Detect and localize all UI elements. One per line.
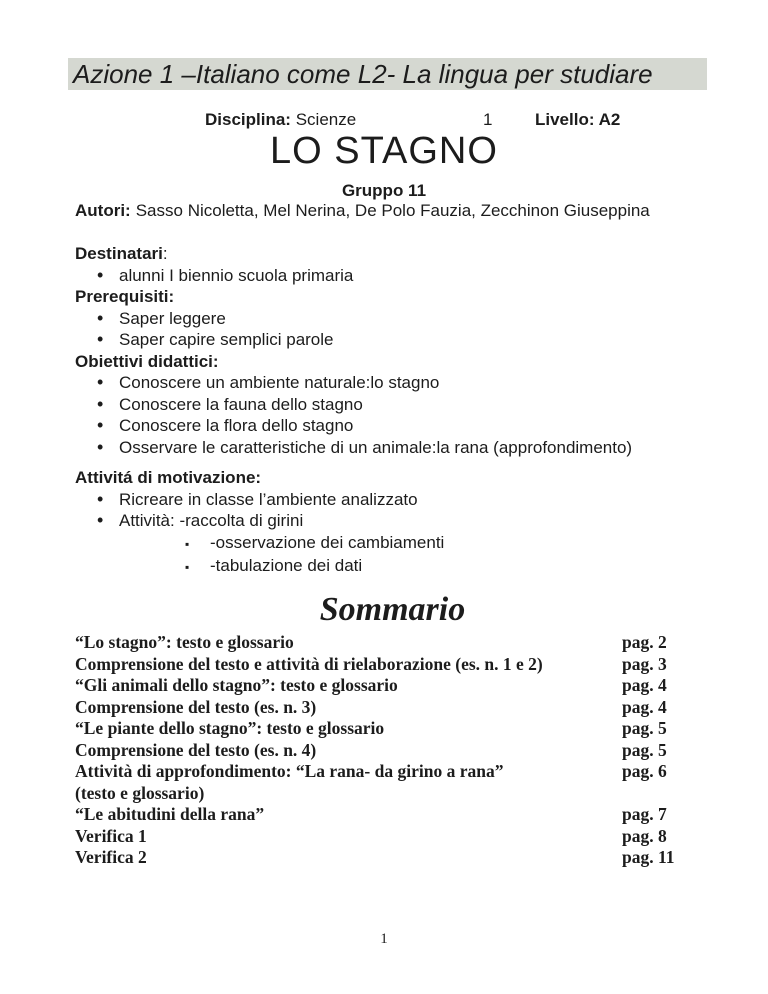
outline-line — [75, 243, 710, 265]
sommario-row-page — [622, 783, 710, 805]
bullet-icon — [97, 308, 119, 330]
outline-text-suffix: : — [162, 244, 168, 263]
bullet-icon — [97, 265, 119, 287]
bullet-icon — [97, 510, 119, 532]
sommario-row-page: pag. 2 — [622, 632, 667, 652]
outline-line — [75, 372, 710, 394]
outline-text: Ricreare in classe l’ambiente analizzato — [119, 489, 418, 509]
sommario-row — [75, 804, 710, 826]
authors-text: Sasso Nicoletta, Mel Nerina, De Polo Fauzia, Zecchinon Giuseppina — [135, 201, 650, 220]
sommario-row — [75, 697, 710, 719]
meta-number: 1 — [483, 110, 493, 129]
outline-line — [75, 555, 710, 579]
sommario-title: Sommario — [319, 591, 466, 628]
sommario-row — [75, 654, 710, 676]
outline-text: -osservazione dei cambiamenti — [210, 532, 445, 552]
banner-title: Azione 1 –Italiano come L2- La lingua per studiare — [73, 59, 653, 89]
sommario-row — [75, 718, 710, 740]
sommario-row-label: Verifica 2 — [75, 847, 147, 867]
sommario-row-label: “Gli animali dello stagno”: testo e glossario — [75, 675, 398, 695]
sommario-row-label: Attività di approfondimento: “La rana- da girino a rana” — [75, 761, 504, 781]
livello-value: A2 — [598, 110, 621, 129]
outline-text: Obiettivi didattici: — [75, 351, 219, 371]
outline-line — [75, 394, 710, 416]
outline-line — [75, 437, 710, 459]
outline-line — [75, 329, 710, 351]
sommario-row-page: pag. 5 — [622, 718, 667, 738]
sommario-row-page: pag. 7 — [622, 804, 667, 824]
outline-text: Saper leggere — [119, 308, 226, 328]
group-title: Gruppo 11 — [341, 181, 427, 200]
outline-line — [75, 308, 710, 330]
sommario-row-label: “Le abitudini della rana” — [75, 804, 265, 824]
sommario-row-page: pag. 6 — [622, 761, 667, 781]
outline-text: -tabulazione dei dati — [210, 556, 363, 575]
page-number: 1 — [380, 931, 388, 947]
sommario-section — [75, 591, 710, 869]
sommario-row-label: “Le piante dello stagno”: testo e glossario — [75, 718, 385, 738]
bullet-icon — [97, 372, 119, 394]
outline-text: Conoscere la fauna dello stagno — [119, 394, 363, 414]
outline-text: Osservare le caratteristiche di un animale:la rana (approfondimento) — [119, 437, 633, 457]
sommario-list — [75, 632, 710, 869]
outline-line — [75, 467, 710, 489]
bullet-icon — [185, 555, 210, 579]
sommario-row — [75, 675, 710, 697]
outline-text: Conoscere la flora dello stagno — [119, 416, 354, 435]
page-title: LO STAGNO — [270, 130, 498, 172]
bullet-icon — [97, 394, 119, 416]
outline-line — [75, 415, 710, 437]
outline-text: Attivitá di motivazione: — [75, 468, 262, 487]
sommario-row — [75, 783, 710, 805]
sommario-row-label: Comprensione del testo (es. n. 4) — [75, 739, 317, 760]
outline-line — [75, 489, 710, 511]
outline-text: Conoscere un ambiente naturale:lo stagno — [119, 373, 440, 392]
sommario-row-page: pag. 3 — [622, 653, 667, 674]
sommario-row-page: pag. 4 — [622, 696, 667, 717]
bullet-icon — [185, 532, 210, 556]
outline-line — [75, 510, 710, 532]
sommario-row-page: pag. 5 — [622, 739, 667, 760]
sommario-row — [75, 632, 710, 654]
sommario-row-label: (testo e glossario) — [75, 782, 205, 803]
bullet-icon — [97, 415, 119, 437]
disciplina-label: Disciplina: — [205, 110, 291, 129]
document-banner — [68, 58, 707, 90]
sommario-row-label: “Lo stagno”: testo e glossario — [75, 632, 294, 652]
livello-field — [535, 110, 620, 130]
sommario-row-label: Comprensione del testo (es. n. 3) — [75, 696, 317, 717]
disciplina-value: Scienze — [295, 110, 357, 129]
outline-line — [75, 532, 710, 556]
outline-line — [75, 286, 710, 308]
bullet-icon — [97, 329, 119, 351]
disciplina-field — [205, 110, 356, 130]
sommario-row — [75, 826, 710, 848]
bullet-icon — [97, 489, 119, 511]
sommario-row — [75, 761, 710, 783]
outline-line — [75, 351, 710, 373]
sommario-row-page: pag. 11 — [622, 847, 675, 867]
authors-line — [75, 200, 710, 222]
document-body — [75, 200, 710, 579]
outline-text: Destinatari — [75, 244, 163, 263]
sommario-row-label: Comprensione del testo e attività di rielaborazione (es. n. 1 e 2) — [75, 653, 543, 674]
outline-list — [75, 243, 710, 579]
bullet-icon — [97, 437, 119, 459]
outline-text: alunni I biennio scuola primaria — [119, 265, 354, 285]
outline-line — [75, 265, 710, 287]
outline-text: Prerequisiti: — [75, 287, 175, 306]
authors-label: Autori: — [75, 201, 131, 220]
outline-text: Saper capire semplici parole — [119, 330, 334, 349]
outline-text: Attività: -raccolta di girini — [119, 511, 304, 530]
sommario-row-page: pag. 8 — [622, 825, 667, 846]
sommario-row — [75, 740, 710, 762]
sommario-row-page: pag. 4 — [622, 675, 667, 695]
sommario-row — [75, 847, 710, 869]
livello-label: Livello: — [535, 110, 595, 129]
sommario-row-label: Verifica 1 — [75, 825, 147, 846]
